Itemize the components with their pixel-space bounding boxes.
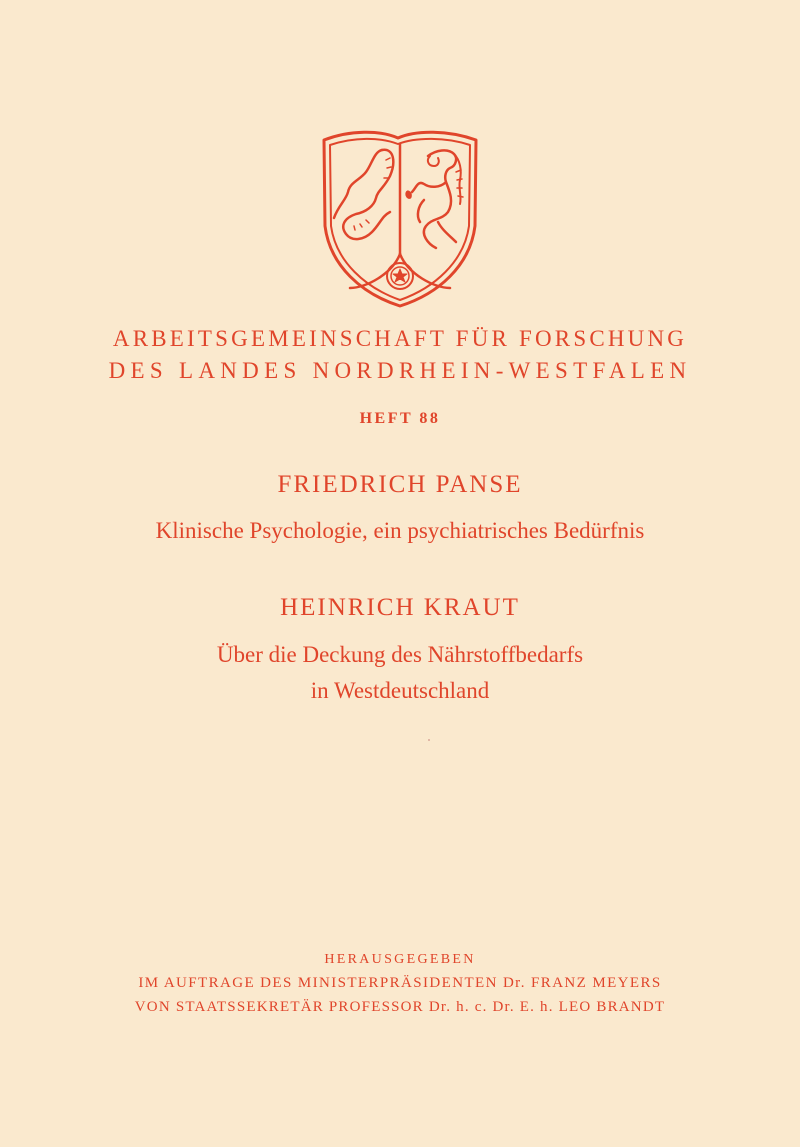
series-title-line-1: ARBEITSGEMEINSCHAFT FÜR FORSCHUNG	[112, 326, 688, 351]
author-name: HEINRICH KRAUT	[280, 594, 520, 621]
publisher-line-2: IM AUFTRAGE DES MINISTERPRÄSIDENTEN Dr. FRANZ MEYERS	[138, 975, 662, 991]
work-title: Klinische Psychologie, ein psychiatrisches Bedürfnis	[155, 518, 645, 543]
issue-number: HEFT 88	[359, 410, 441, 427]
print-speck	[428, 739, 430, 741]
work-title-line-2: in Westdeutschland	[310, 678, 490, 703]
series-title-line-2: DES LANDES NORDRHEIN-WESTFALEN	[108, 358, 692, 383]
publisher-line-3: VON STAATSSEKRETÄR PROFESSOR Dr. h. c. Dr. E. h. LEO BRANDT	[134, 999, 666, 1015]
work-title-line-1: Über die Deckung des Nährstoffbedarfs	[216, 642, 584, 667]
author-name: FRIEDRICH PANSE	[277, 471, 523, 498]
nrw-coat-of-arms-icon	[320, 126, 480, 308]
publisher-line-1: HERAUSGEGEBEN	[324, 952, 476, 967]
